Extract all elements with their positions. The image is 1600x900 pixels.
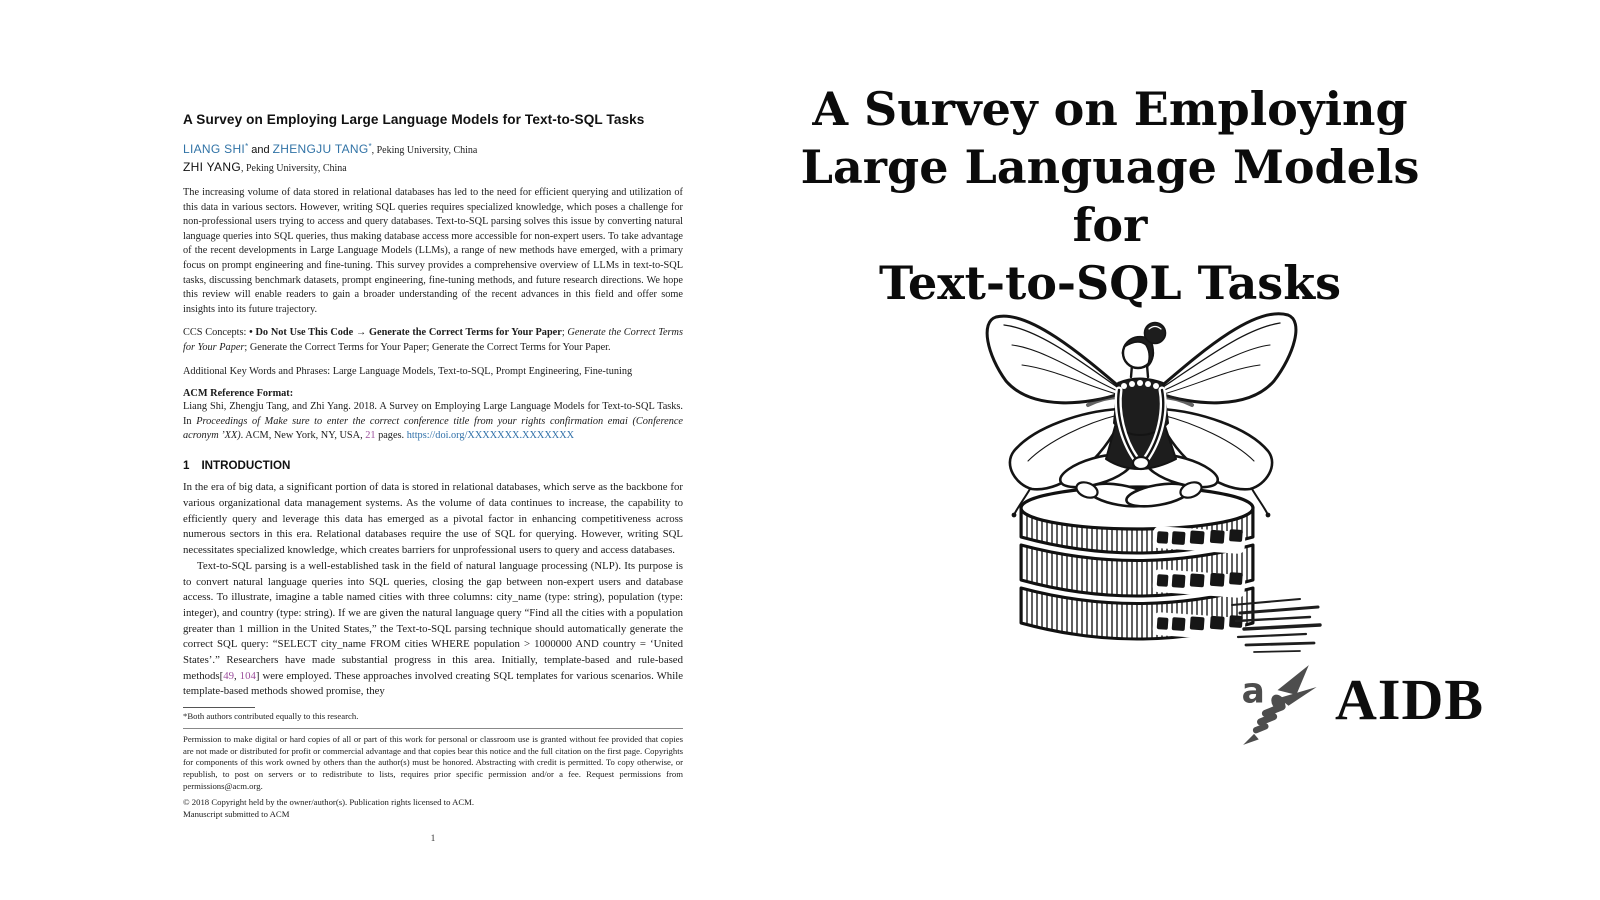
ref-part3: pages. <box>375 429 407 441</box>
intro-paragraph-2 <box>183 559 683 700</box>
section-1-title: INTRODUCTION <box>201 459 291 473</box>
cover-title-line2: Large Language Models for <box>800 140 1420 252</box>
author-link-zhengju-tang[interactable]: ZHENGJU TANG <box>272 142 369 156</box>
footnote-rule <box>183 707 255 708</box>
ccs-sep: ; <box>561 327 568 339</box>
bee-letter-a: a <box>1241 671 1265 712</box>
ref-pages: 21 <box>365 429 376 441</box>
ccs-label: CCS Concepts: <box>183 327 250 339</box>
author-zhi-yang: ZHI YANG <box>183 160 241 174</box>
ccs-bold: • Do Not Use This Code → Generate the Correct Terms for Your Paper <box>249 327 562 339</box>
ref-part2: . ACM, New York, NY, USA, <box>240 429 366 441</box>
database-stack <box>1021 487 1253 641</box>
permission-rule <box>183 728 683 729</box>
para2-text: Text-to-SQL parsing is a well-established task in the field of natural language processing (NLP). Its purpose is to convert natural language queries into SQL queries, closing the gap between non-expert users and database access. To illustrate, imagine a table named cities with three columns: city_name (type: string), population (type: integer), and country (type: string). If we are given the natural language query “Find all the cities with a population greater than 1 million in the United States,” the Text-to-SQL parsing technique should automatically generate the correct SQL query: “SELECT city_name FROM cities WHERE population > 1000000 AND country = ‘United States’.” Researchers have made substantial progress in this area. Initially, template-based and rule-based methods[ <box>183 559 683 682</box>
bee-icon <box>1240 655 1326 755</box>
paper-title: A Survey on Employing Large Language Models for Text-to-SQL Tasks <box>183 112 645 127</box>
author-block <box>183 142 683 174</box>
ccs-concepts <box>183 326 683 355</box>
citation-49[interactable]: 49 <box>223 669 234 682</box>
permission-text: Permission to make digital or hard copies of all or part of this work for personal or classroom use is granted without fee provided that copies are not made or distributed for profit or commercial advantage and that copies bear this notice and the full citation on the first page. Copyrights for components of this work owned by others than the author(s) must be honored. Abstracting with credit is permitted. To copy otherwise, or republish, to post on servers or to redistribute to lists, requires prior specific permission and/or a fee. Request permissions from permissions@acm.org. <box>183 734 683 791</box>
cover-title <box>795 80 1425 312</box>
citation-separator: , <box>233 669 240 682</box>
acm-reference-heading: ACM Reference Format: <box>183 388 294 400</box>
section-1-heading <box>183 459 683 472</box>
ref-part1: Liang Shi, Zhengju Tang, and Zhi Yang. 2018. A Survey on Employing Large Language Models for Text-to-SQL Tasks. In <box>183 401 683 427</box>
ref-italic: Proceedings of Make sure to enter the correct conference title from your rights confirmation emai (Conference acronym ’XX) <box>183 415 683 441</box>
authors-and: and <box>248 144 273 156</box>
aidb-logo-text: AIDB <box>1335 667 1485 732</box>
author-link-liang-shi[interactable]: LIANG SHI <box>183 142 246 156</box>
author1-footnote-mark: * <box>245 142 249 151</box>
author2-footnote-mark: * <box>368 142 372 151</box>
affiliation-1: , Peking University, China <box>371 145 478 156</box>
cover-title-line1: A Survey on Employing <box>812 82 1408 136</box>
fairy-on-database-illustration <box>970 293 1325 665</box>
fairy-database-svg <box>970 293 1325 665</box>
paper-first-page <box>183 112 683 844</box>
para2-post: ] were employed. These approaches involved creating SQL templates for various scenarios. While template-based methods showed promise, they <box>183 669 683 698</box>
section-1-number: 1 <box>183 459 190 473</box>
citation-104[interactable]: 104 <box>239 669 256 682</box>
page-number: 1 <box>430 834 436 845</box>
footnote-text: *Both authors contributed equally to this research. <box>183 711 359 722</box>
affiliation-2: , Peking University, China <box>240 163 347 174</box>
cover-title-line3: Text-to-SQL Tasks <box>879 256 1341 310</box>
intro-paragraph-1: In the era of big data, a significant portion of data is stored in relational databases, which serve as the backbone for various organizational data management systems. As the volume of data continues to increase, the capability to efficiently query and leverage this data has emerged as a pivotal factor in enhancing competitiveness across numerous sectors in this era. Relational databases require the use of SQL for querying. However, writing SQL necessitates specialized knowledge, which creates barriers for unprofessional users to query and access databases. <box>183 481 683 557</box>
author-line-2 <box>183 160 683 174</box>
abstract-text: The increasing volume of data stored in relational databases has led to the need for efficient querying and utilization of this data in various sectors. However, writing SQL queries requires specialized knowledge, which poses a challenge for non-professional users trying to access and query databases. Text-to-SQL parsing solves this issue by converting natural language queries into SQL queries, thus making database access more accessible for non-expert users. To take advantage of the recent developments in Large Language Models (LLMs), a range of new methods have emerged, with a primary focus on prompt engineering and fine-tuning. This survey provides a comprehensive overview of LLMs in text-to-SQL tasks, discussing benchmark datasets, prompt engineering, fine-tuning methods, and future research directions. We hope this review will enable readers to gain a broader understanding of the recent advances in this field and offer some insights into its future trajectory. <box>183 187 683 315</box>
copyright-line: © 2018 Copyright held by the owner/author(s). Publication rights licensed to ACM. <box>183 797 475 808</box>
keywords-line: Additional Key Words and Phrases: Large Language Models, Text-to-SQL, Prompt Engineering, Fine-tuning <box>183 365 633 377</box>
manuscript-line: Manuscript submitted to ACM <box>183 808 290 819</box>
aidb-logo <box>1240 650 1485 760</box>
doi-link[interactable]: https://doi.org/XXXXXXX.XXXXXXX <box>406 429 575 441</box>
acm-reference-text <box>183 400 683 443</box>
ccs-italic: Generate the Correct Terms for Your Paper <box>183 327 683 353</box>
ccs-rest: ; Generate the Correct Terms for Your Paper; Generate the Correct Terms for Your Paper. <box>244 341 611 353</box>
